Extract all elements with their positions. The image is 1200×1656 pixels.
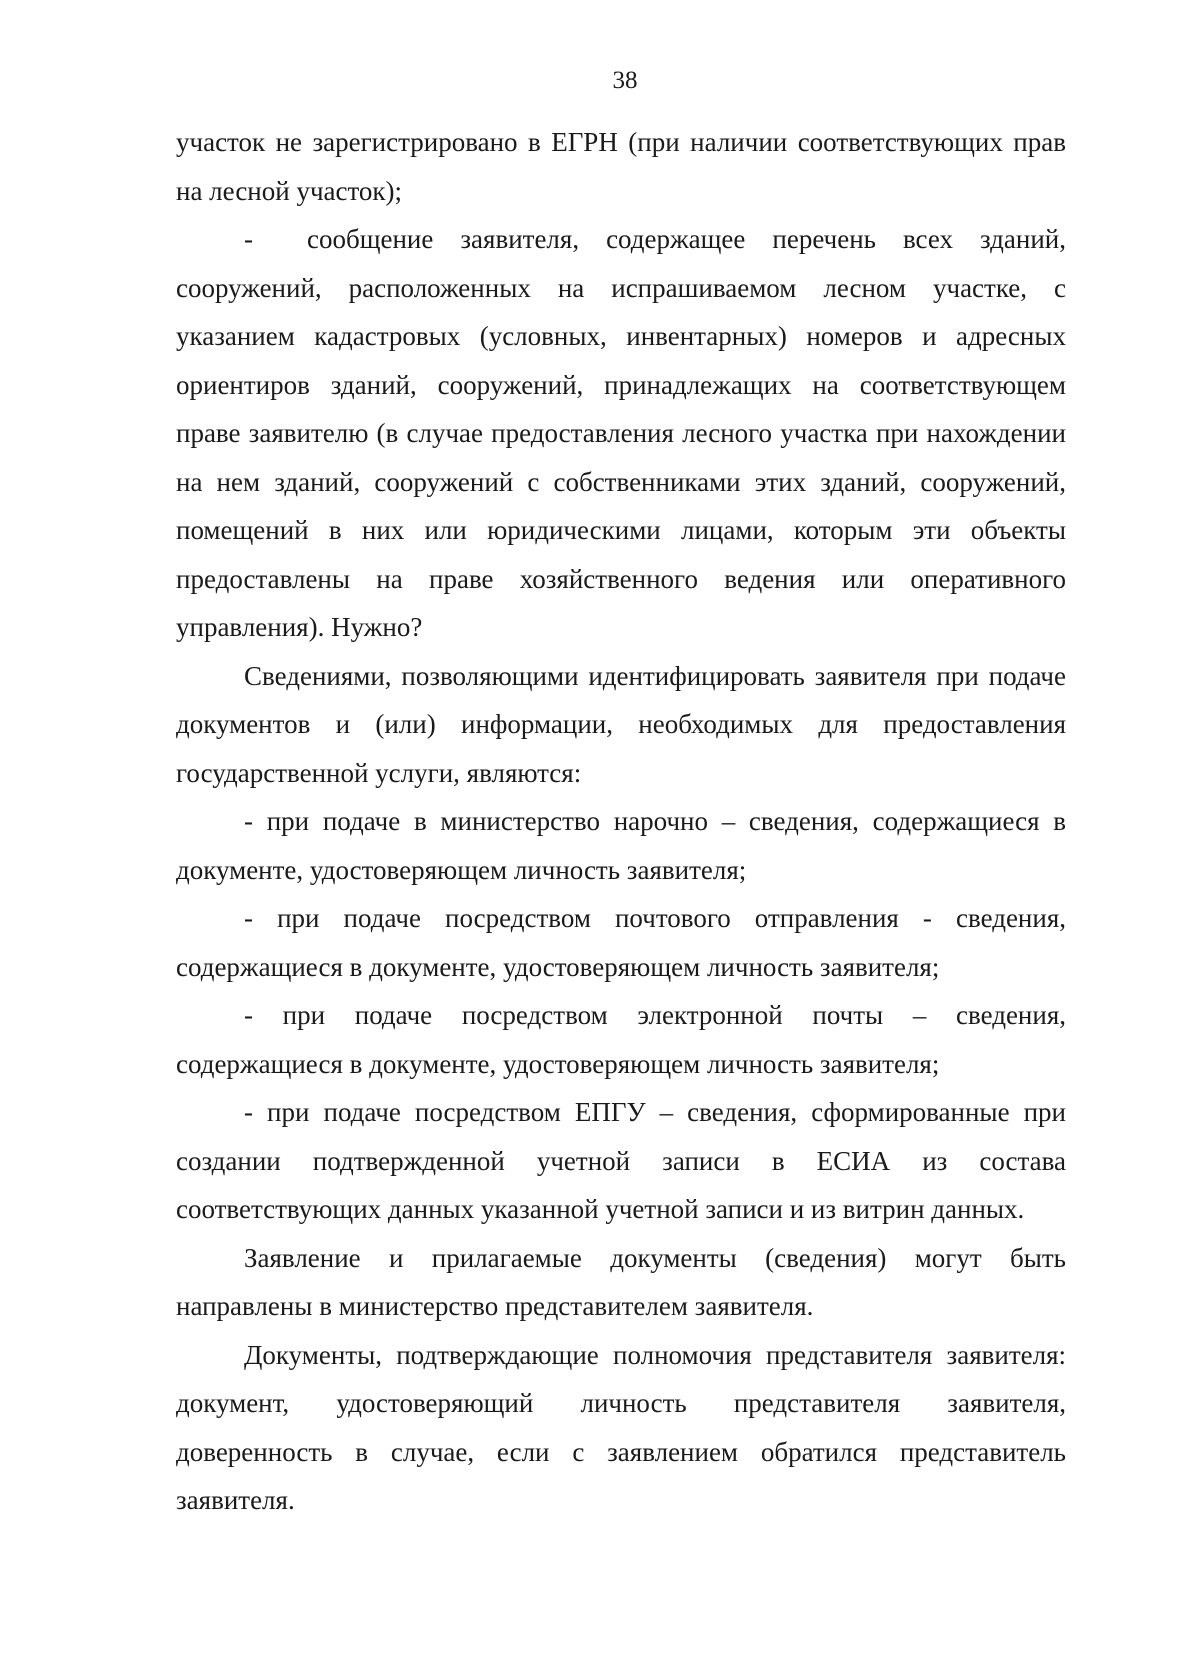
paragraph-7: - при подаче посредством ЕПГУ – сведения, сформированные при создании подтвержденной учетной записи в ЕСИА из состава соответствующих данных указанной учетной записи и из витрин данных. [176,1097,1066,1224]
paragraph-2: - сообщение заявителя, содержащее перечень всех зданий, сооружений, расположенных на испрашиваемом лесном участке, с указанием кадастровых (условных, инвентарных) номеров и адресных ориентиров зданий, сооружений, принадлежащих на соответствующем праве заявителю (в случае предоставления лесного участка при нахождении на нем зданий, сооружений с собственниками этих зданий, сооружений, помещений в них или юридическими лицами, которым эти объекты предоставлены на праве хозяйственного ведения или оперативного управления). Нужно? [176,224,1066,642]
paragraph-5: - при подаче посредством почтового отправления - сведения, содержащиеся в документе, удостоверяющем личность заявителя; [176,903,1066,982]
paragraph-3: Сведениями, позволяющими идентифицировать заявителя при подаче документов и (или) информации, необходимых для предоставления государственной услуги, являются: [176,660,1066,788]
paragraph-1: участок не зарегистрировано в ЕГРН (при наличии соответствующих прав на лесной участок); [176,127,1066,206]
paragraph-6: - при подаче посредством электронной почты – сведения, содержащиеся в документе, удостоверяющем личность заявителя; [176,1000,1066,1079]
page-number: 38 [612,67,638,94]
paragraph-9: Документы, подтверждающие полномочия представителя заявителя: документ, удостоверяющий личность представителя заявителя, доверенность в случае, если с заявлением обратился представитель заявителя. [176,1339,1066,1515]
paragraph-8: Заявление и прилагаемые документы (сведения) могут быть направлены в министерство представителем заявителя. [176,1242,1066,1321]
document-body [176,118,1066,1525]
paragraph-4: - при подаче в министерство нарочно – сведения, содержащиеся в документе, удостоверяющем личность заявителя; [176,806,1066,885]
